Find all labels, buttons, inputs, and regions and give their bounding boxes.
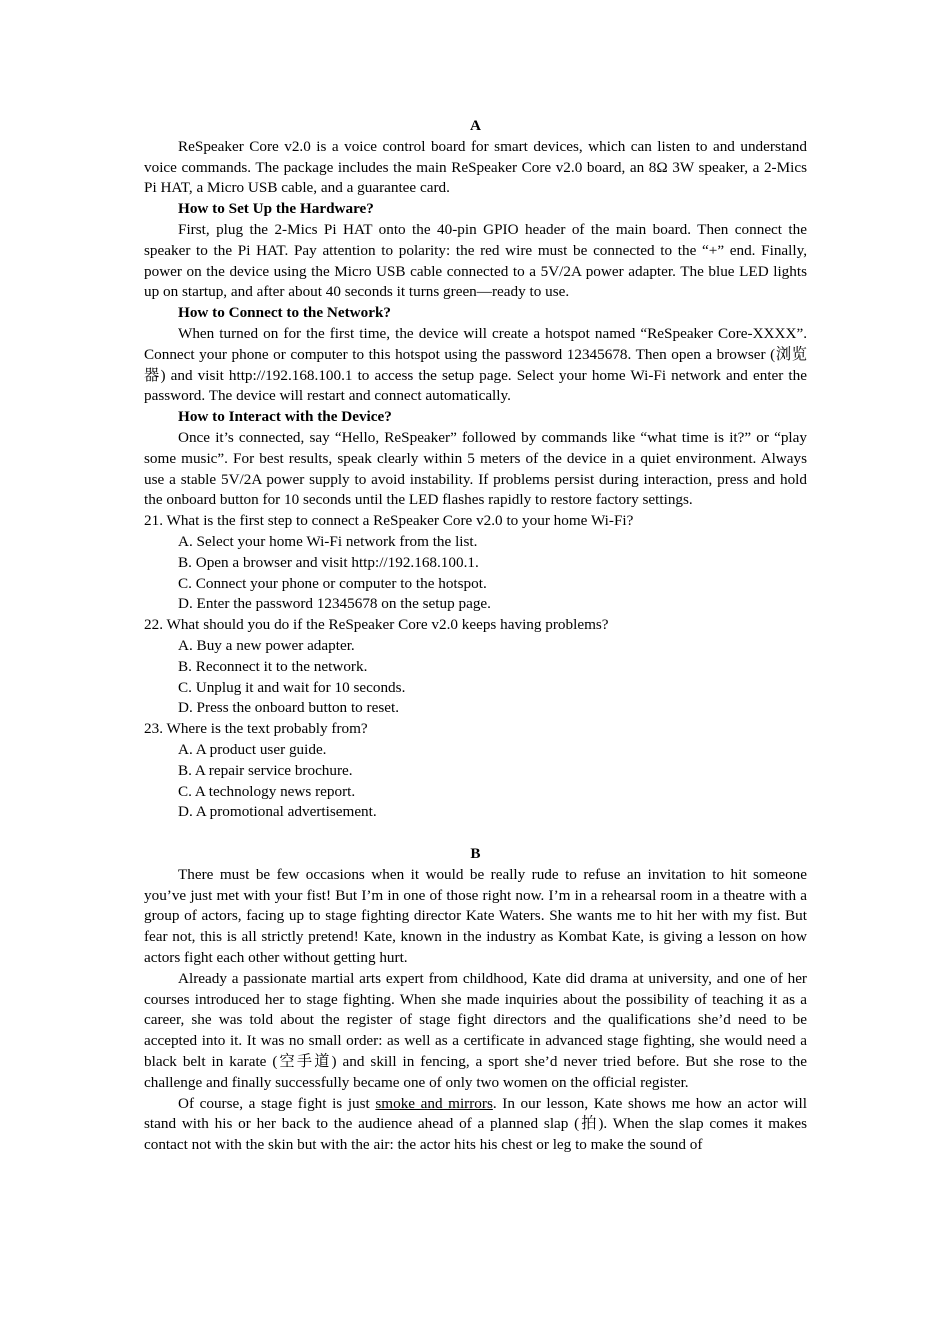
underlined-phrase: smoke and mirrors <box>375 1094 493 1112</box>
question-22 <box>144 615 807 719</box>
answer-option: B. A repair service brochure. <box>178 761 353 779</box>
exam-page <box>144 116 807 1156</box>
answer-option: B. Open a browser and visit http://192.168.100.1. <box>178 553 479 571</box>
answer-option: A. Select your home Wi-Fi network from the list. <box>178 532 478 550</box>
section-b-paragraph-2: Already a passionate martial arts expert from childhood, Kate did drama at university, and one of her courses introduced her to stage fighting. When she made inquiries about the possibility of teaching it as a career, she was told about the register of stage fight directors and the qualifications she’d need to be accepted into it. It was no small order: as well as a certificate in advanced stage fighting, she would need a black belt in karate (空手道) and skill in fencing, a sport she’d never tried before. But she rose to the challenge and finally successfully became one of only two women on the official register. <box>144 969 807 1091</box>
text-span: . In our lesson, Kate shows me how an actor will stand with his or her back to the audience ahead of a planned slap (拍). When the slap comes it makes contact not with the skin but with the air: the actor hits his chest or leg to make the sound of <box>144 1094 807 1154</box>
text-span: Of course, a stage fight is just <box>178 1094 376 1112</box>
answer-option: C. Connect your phone or computer to the hotspot. <box>178 574 487 592</box>
answer-option: D. Enter the password 12345678 on the setup page. <box>178 595 491 613</box>
section-a-subheading-interact: How to Interact with the Device? <box>178 408 392 426</box>
answer-option: D. A promotional advertisement. <box>178 803 377 821</box>
section-a-subheading-network: How to Connect to the Network? <box>178 304 392 322</box>
answer-option: A. Buy a new power adapter. <box>178 636 355 654</box>
section-b-paragraph-1: There must be few occasions when it would be really rude to refuse an invitation to hit someone you’ve just met with your fist! But I’m in one of those right now. I’m in a rehearsal room in a theatre with a group of actors, facing up to stage fighting director Kate Waters. She wants me to hit her with my fist. But fear not, this is all strictly pretend! Kate, known in the industry as Kombat Kate, is giving a lesson on how actors fight each other without getting hurt. <box>144 865 807 967</box>
section-a-paragraph-network: When turned on for the first time, the device will create a hotspot named “ReSpeaker Core-XXXX”. Connect your phone or computer to this hotspot using the password 12345678. Then open a browser (浏览器) and visit http://192.168.100.1 to access the setup page. Select your home Wi-Fi network and enter the password. The device will restart and connect automatically. <box>144 324 807 405</box>
question-stem: 23. Where is the text probably from? <box>144 720 368 738</box>
question-stem: 21. What is the first step to connect a ReSpeaker Core v2.0 to your home Wi-Fi? <box>144 512 634 530</box>
section-b-heading: B <box>470 845 481 863</box>
answer-option: C. A technology news report. <box>178 782 356 800</box>
answer-option: B. Reconnect it to the network. <box>178 657 368 675</box>
question-stem: 22. What should you do if the ReSpeaker Core v2.0 keeps having problems? <box>144 616 609 634</box>
section-a-paragraph-setup: First, plug the 2-Mics Pi HAT onto the 40-pin GPIO header of the main board. Then connect the speaker to the Pi HAT. Pay attention to polarity: the red wire must be connected to the “+” end. Finally, power on the device using the Micro USB cable connected to a 5V/2A power adapter. The blue LED lights up on startup, and after about 40 seconds it turns green—ready to use. <box>144 220 807 301</box>
section-spacer <box>144 823 807 844</box>
section-a-intro: ReSpeaker Core v2.0 is a voice control board for smart devices, which can listen to and understand voice commands. The package includes the main ReSpeaker Core v2.0 board, an 8Ω 3W speaker, a 2-Mics Pi HAT, a Micro USB cable, and a guarantee card. <box>144 137 807 197</box>
question-21 <box>144 511 807 615</box>
answer-option: A. A product user guide. <box>178 740 327 758</box>
answer-option: D. Press the onboard button to reset. <box>178 699 400 717</box>
section-b-paragraph-3 <box>144 1094 807 1156</box>
answer-option: C. Unplug it and wait for 10 seconds. <box>178 678 406 696</box>
section-a-subheading-setup: How to Set Up the Hardware? <box>178 200 374 218</box>
question-23 <box>144 719 807 823</box>
section-a-heading: A <box>470 117 481 134</box>
section-a-paragraph-interact: Once it’s connected, say “Hello, ReSpeaker” followed by commands like “what time is it?” or “play some music”. For best results, speak clearly within 5 meters of the device in a quiet environment. Always use a stable 5V/2A power supply to avoid instability. If problems persist during interaction, press and hold the onboard button for 10 seconds until the LED flashes rapidly to restore factory settings. <box>144 428 807 509</box>
